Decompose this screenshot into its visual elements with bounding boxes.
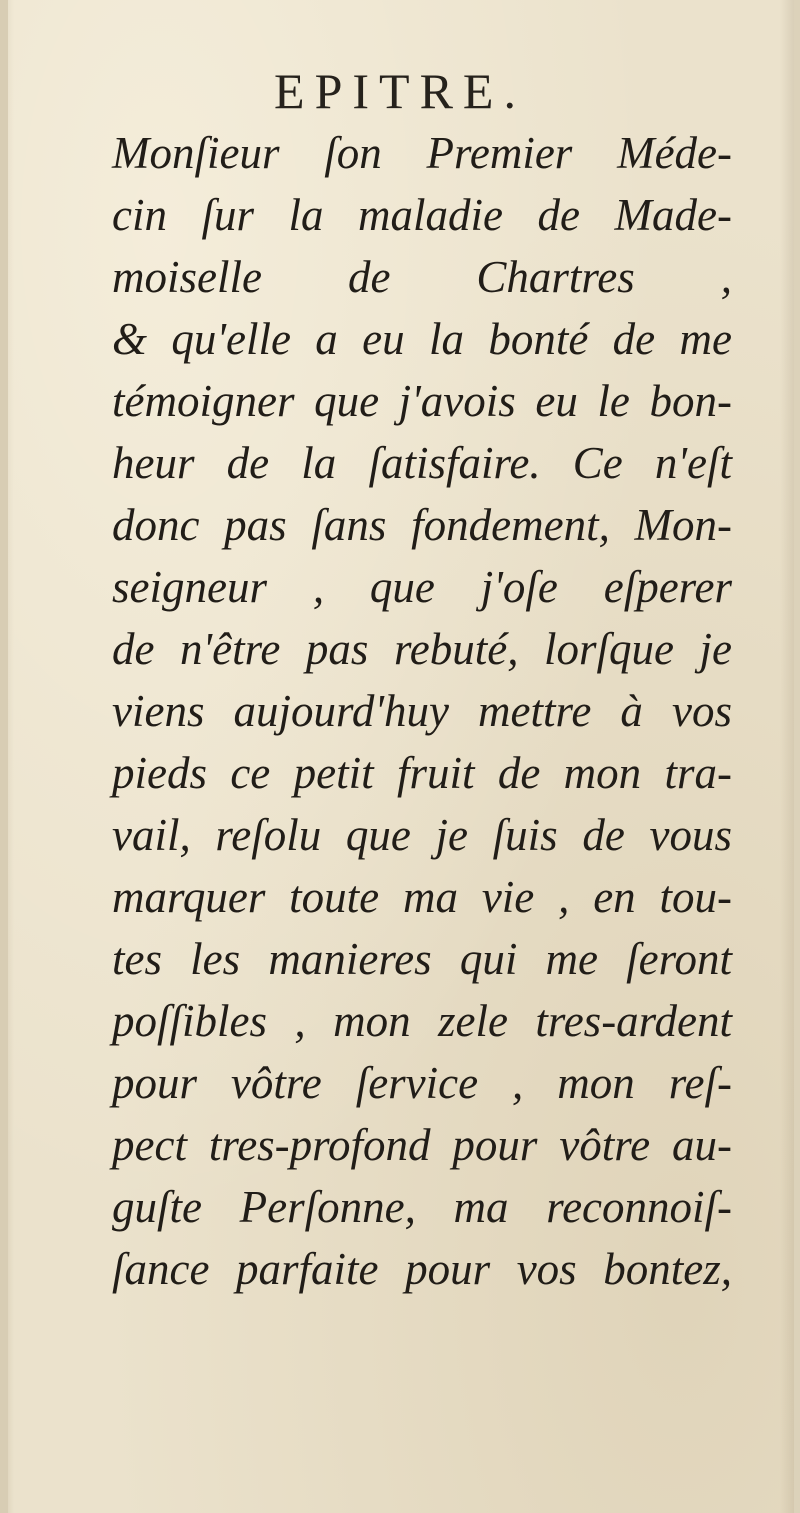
text-line: de n'être pas rebuté, lorſque je	[112, 624, 732, 674]
text-line: viens aujourd'huy mettre à vos	[112, 686, 732, 736]
text-line: témoigner que j'avois eu le bon-	[112, 376, 732, 426]
text-line: heur de la ſatisfaire. Ce n'eſt	[112, 438, 732, 488]
text-line: & qu'elle a eu la bonté de me	[112, 314, 732, 364]
text-line: ſance parfaite pour vos bontez,	[112, 1244, 732, 1294]
text-line: vail, reſolu que je ſuis de vous	[112, 810, 732, 860]
running-head: EPITRE.	[274, 63, 526, 119]
page-edge-left	[0, 0, 8, 1513]
body-text	[112, 122, 732, 1300]
text-line: donc pas ſans fondement, Mon-	[112, 500, 732, 550]
text-line: poſſibles , mon zele tres-ardent	[112, 996, 732, 1046]
text-line: marquer toute ma vie , en tou-	[112, 872, 732, 922]
page-edge-right	[794, 0, 800, 1513]
text-line: tes les manieres qui me ſeront	[112, 934, 732, 984]
text-line: Monſieur ſon Premier Méde-	[112, 128, 732, 178]
text-line: pour vôtre ſervice , mon reſ-	[112, 1058, 732, 1108]
text-line: seigneur , que j'oſe eſperer	[112, 562, 732, 612]
text-line: pect tres-profond pour vôtre au-	[112, 1120, 732, 1170]
text-line: pieds ce petit fruit de mon tra-	[112, 748, 732, 798]
text-line: moiselle de Chartres ,	[112, 252, 732, 302]
text-line: cin ſur la maladie de Made-	[112, 190, 732, 240]
text-line: guſte Perſonne, ma reconnoiſ-	[112, 1182, 732, 1232]
